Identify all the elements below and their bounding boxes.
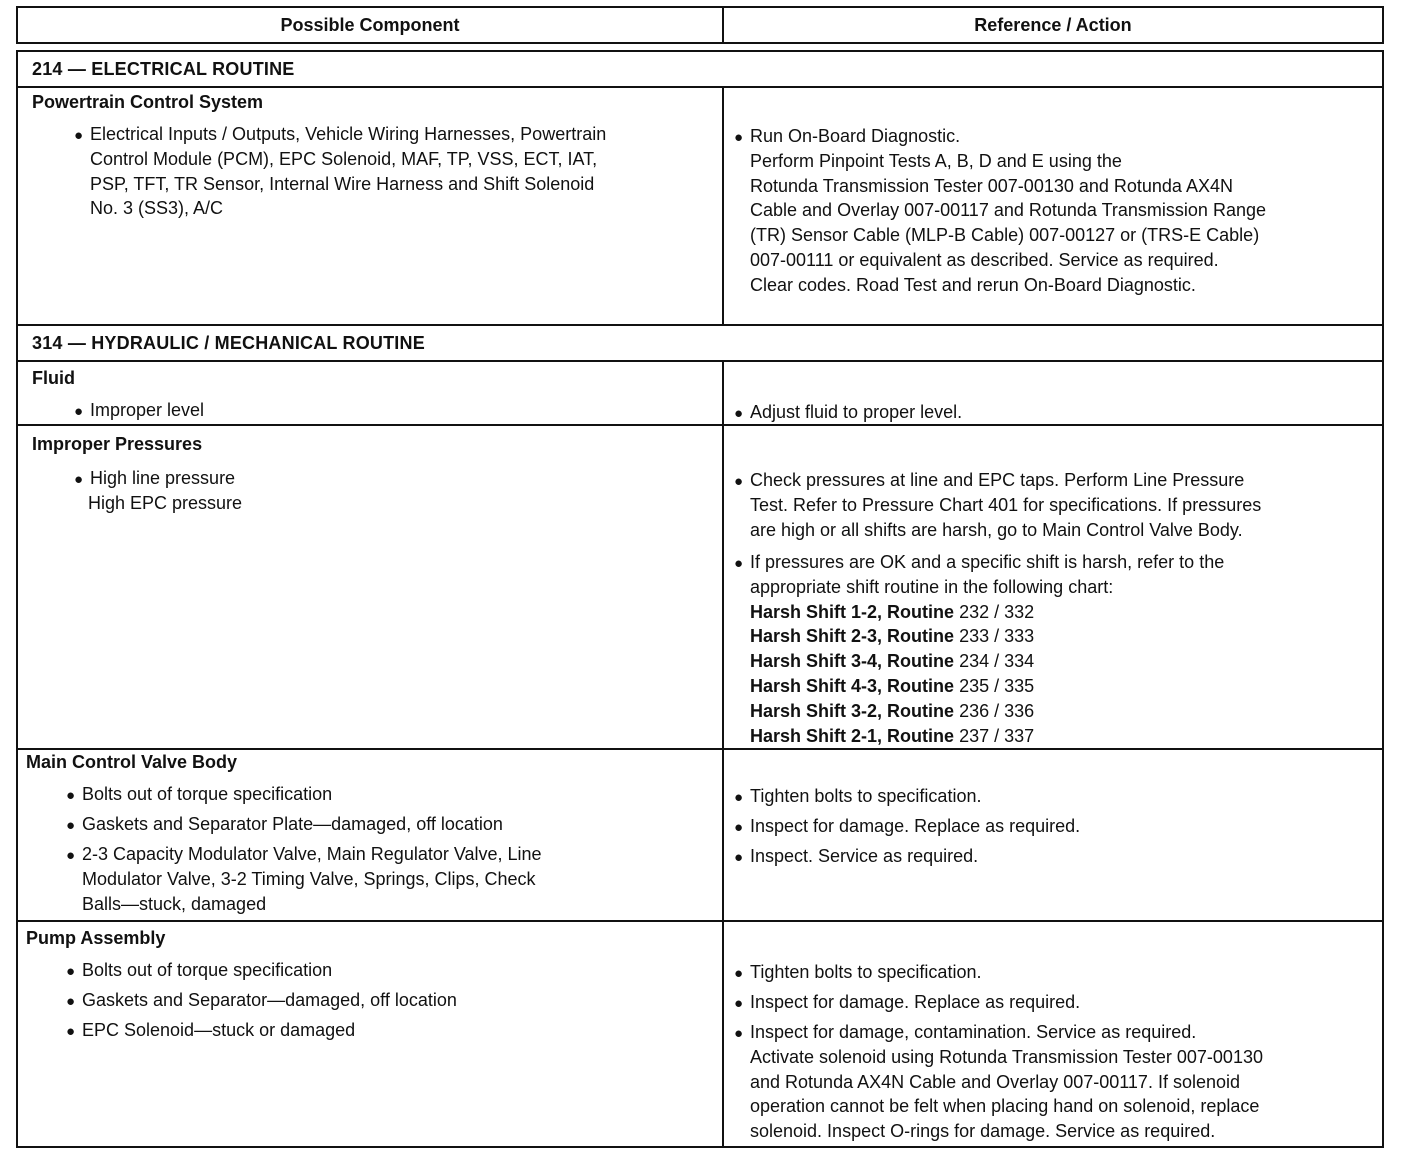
table-row-fluid (16, 360, 1384, 426)
list-item (74, 398, 204, 425)
group-title-fluid: Fluid (32, 368, 75, 388)
action-line: appropriate shift routine in the following chart: (750, 576, 1114, 597)
bullet-icon: ● (66, 963, 76, 980)
table-row-pressures (16, 424, 1384, 750)
routine-number: 235 / 335 (959, 676, 1035, 696)
action-line: operation cannot be felt when placing hand on solenoid, replace (750, 1096, 1260, 1117)
list-item (734, 990, 1080, 1017)
component-line: No. 3 (SS3), A/C (90, 198, 224, 219)
shift-routine-item (750, 649, 1034, 674)
list-item (734, 550, 1224, 577)
routine-label: Routine (887, 725, 955, 746)
list-item (74, 122, 606, 149)
action-line: Inspect for damage. Replace as required. (750, 816, 1081, 836)
routine-number: 237 / 337 (959, 725, 1035, 746)
action-cell-fluid (724, 362, 1382, 424)
component-line: PSP, TFT, TR Sensor, Internal Wire Harness and Shift Solenoid (90, 173, 595, 194)
shift-label: Harsh Shift 2-3, (750, 626, 883, 647)
routine-label: Routine (887, 676, 955, 696)
component-line: EPC Solenoid—stuck or damaged (82, 1020, 356, 1040)
shift-label: Harsh Shift 2-1, (750, 725, 883, 746)
shift-label: Harsh Shift 3-4, (750, 651, 883, 672)
section-row-314 (16, 324, 1384, 362)
list-item (734, 960, 981, 987)
component-line: Gaskets and Separator—damaged, off location (82, 990, 457, 1010)
bullet-icon: ● (734, 129, 744, 146)
routine-number: 233 / 333 (959, 626, 1035, 647)
bullet-icon: ● (734, 965, 744, 982)
bullet-icon: ● (734, 473, 744, 490)
list-item (734, 814, 1080, 841)
action-cell-valve-body (724, 750, 1382, 920)
action-cell-powertrain (724, 88, 1382, 324)
list-item (66, 842, 542, 869)
routine-number: 234 / 334 (959, 651, 1035, 672)
diagnostic-table (16, 6, 1386, 1148)
action-cell-pressures (724, 426, 1382, 748)
component-line: 2-3 Capacity Modulator Valve, Main Regulator Valve, Line (82, 844, 542, 864)
group-title-pressures: Improper Pressures (32, 434, 203, 454)
routine-label: Routine (887, 651, 955, 672)
component-cell-pressures (18, 426, 724, 748)
table-header-row (16, 6, 1384, 44)
bullet-icon: ● (734, 849, 744, 866)
bullet-icon: ● (74, 403, 84, 420)
list-item (66, 1018, 355, 1045)
action-line: Run On-Board Diagnostic. (750, 126, 961, 146)
bullet-icon: ● (66, 1023, 76, 1040)
action-line: Perform Pinpoint Tests A, B, D and E using the (750, 150, 1122, 171)
bullet-icon: ● (74, 471, 84, 488)
list-item (734, 468, 1244, 495)
routine-number: 232 / 332 (959, 601, 1035, 622)
table-row-powertrain (16, 86, 1384, 326)
table-row-pump (16, 920, 1384, 1148)
action-line: Tighten bolts to specification. (750, 786, 982, 806)
bullet-icon: ● (734, 789, 744, 806)
component-cell-valve-body (18, 750, 724, 920)
action-line: and Rotunda AX4N Cable and Overlay 007-00117. If solenoid (750, 1071, 1240, 1092)
shift-label: Harsh Shift 1-2, (750, 601, 883, 622)
list-item (66, 782, 332, 809)
bullet-icon: ● (66, 817, 76, 834)
action-line: Cable and Overlay 007-00117 and Rotunda Transmission Range (750, 200, 1266, 221)
table-row-valve-body (16, 748, 1384, 922)
shift-routine-item (750, 624, 1034, 649)
shift-routine-item (750, 724, 1034, 749)
bullet-icon: ● (734, 405, 744, 422)
action-line: Adjust fluid to proper level. (750, 402, 963, 422)
action-line: Inspect. Service as required. (750, 846, 979, 866)
list-item (734, 124, 960, 151)
header-reference-action: Reference / Action (974, 15, 1132, 35)
component-cell-fluid (18, 362, 724, 424)
component-line: Bolts out of torque specification (82, 960, 333, 980)
action-line: Rotunda Transmission Tester 007-00130 and Rotunda AX4N (750, 175, 1233, 196)
list-item (734, 784, 981, 811)
bullet-icon: ● (66, 993, 76, 1010)
shift-routine-item (750, 699, 1034, 724)
routine-label: Routine (887, 626, 955, 647)
component-line: Bolts out of torque specification (82, 784, 333, 804)
bullet-icon: ● (734, 995, 744, 1012)
action-line: are high or all shifts are harsh, go to Main Control Valve Body. (750, 519, 1243, 540)
component-line: High line pressure (90, 468, 236, 488)
action-line: Clear codes. Road Test and rerun On-Board Diagnostic. (750, 274, 1196, 295)
bullet-icon: ● (66, 847, 76, 864)
routine-number: 236 / 336 (959, 700, 1035, 721)
list-item (66, 988, 457, 1015)
shift-routine-item (750, 600, 1034, 625)
bullet-icon: ● (66, 787, 76, 804)
list-item (66, 958, 332, 985)
component-line: Improper level (90, 400, 205, 420)
action-line: Test. Refer to Pressure Chart 401 for specifications. If pressures (750, 494, 1262, 515)
component-cell-pump (18, 922, 724, 1146)
component-line: High EPC pressure (88, 492, 243, 513)
component-line: Electrical Inputs / Outputs, Vehicle Wiring Harnesses, Powertrain (90, 124, 607, 144)
action-line: Inspect for damage. Replace as required. (750, 992, 1081, 1012)
action-line: (TR) Sensor Cable (MLP-B Cable) 007-00127 or (TRS-E Cable) (750, 225, 1260, 246)
action-line: Tighten bolts to specification. (750, 962, 982, 982)
section-title-314: 314 — HYDRAULIC / MECHANICAL ROUTINE (32, 333, 425, 353)
routine-label: Routine (887, 601, 955, 622)
list-item (734, 844, 978, 871)
bullet-icon: ● (74, 127, 84, 144)
action-line: 007-00111 or equivalent as described. Service as required. (750, 250, 1219, 270)
group-title-pump: Pump Assembly (26, 928, 166, 948)
component-line: Gaskets and Separator Plate—damaged, off location (82, 814, 503, 834)
list-item (74, 466, 235, 493)
action-line: Activate solenoid using Rotunda Transmission Tester 007-00130 (750, 1046, 1263, 1067)
action-line: solenoid. Inspect O-rings for damage. Service as required. (750, 1121, 1216, 1142)
shift-label: Harsh Shift 4-3, (750, 676, 883, 696)
component-cell-powertrain (18, 88, 724, 324)
routine-label: Routine (887, 700, 955, 721)
section-title-214: 214 — ELECTRICAL ROUTINE (32, 59, 295, 79)
component-line: Modulator Valve, 3-2 Timing Valve, Springs, Clips, Check (82, 868, 536, 889)
action-line: If pressures are OK and a specific shift is harsh, refer to the (750, 552, 1225, 572)
list-item (66, 812, 503, 839)
list-item (734, 400, 962, 427)
bullet-icon: ● (734, 555, 744, 572)
bullet-icon: ● (734, 819, 744, 836)
component-line: Balls—stuck, damaged (82, 893, 267, 914)
component-line: Control Module (PCM), EPC Solenoid, MAF, TP, VSS, ECT, IAT, (90, 148, 598, 169)
header-possible-component: Possible Component (18, 8, 724, 42)
bullet-icon: ● (734, 1025, 744, 1042)
group-title-valve-body: Main Control Valve Body (26, 752, 238, 772)
list-item (734, 1020, 1196, 1047)
action-cell-pump (724, 922, 1382, 1146)
action-line: Inspect for damage, contamination. Service as required. (750, 1022, 1197, 1042)
shift-label: Harsh Shift 3-2, (750, 700, 883, 721)
shift-routine-item (750, 674, 1034, 699)
group-title-powertrain: Powertrain Control System (32, 92, 264, 112)
action-line: Check pressures at line and EPC taps. Perform Line Pressure (750, 470, 1245, 490)
section-row-214 (16, 50, 1384, 88)
